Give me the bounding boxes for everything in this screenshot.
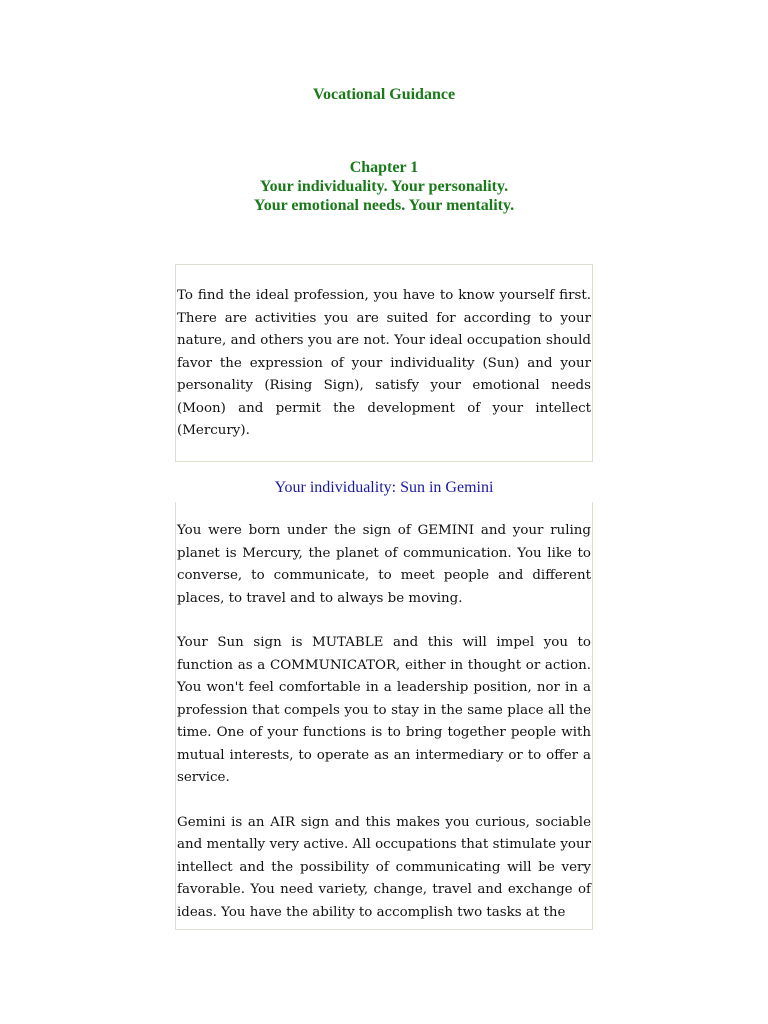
chapter-header: [0, 158, 768, 215]
section-body-box: [175, 502, 593, 930]
section-paragraph-1: You were born under the sign of GEMINI and your ruling planet is Mercury, the planet of communication. You like to converse, to communicate, to meet people and different places, to travel and to always be moving.: [177, 523, 591, 606]
section-paragraph-2: Your Sun sign is MUTABLE and this will impel you to function as a COMMUNICATOR, either in thought or action. You won't feel comfortable in a leadership position, nor in a profession that compels you to stay in the same place all the time. One of your functions is to bring together people with mutual interests, to operate as an intermediary or to offer a service.: [177, 635, 591, 785]
section-paragraph-3: Gemini is an AIR sign and this makes you curious, sociable and mentally very active. All occupations that stimulate your intellect and the possibility of communicating will be very favorable. You need variety, change, travel and exchange of ideas. You have the ability to accomplish two tasks at the: [177, 814, 591, 920]
document-title: Vocational Guidance: [312, 86, 456, 103]
section-heading: Your individuality: Sun in Gemini: [274, 479, 494, 496]
paragraph-gap: [177, 790, 591, 812]
chapter-subtitle-line-2: Your emotional needs. Your mentality.: [253, 197, 515, 214]
chapter-subtitle-line-1: Your individuality. Your personality.: [259, 178, 509, 195]
intro-paragraph: To find the ideal profession, you have to know yourself first. There are activities you are suited for according to your nature, and others you are not. Your ideal occupation should favor the expression of your individuality (Sun) and your personality (Rising Sign), satisfy your emotional needs (Moon) and permit the development of your intellect (Mercury).: [177, 288, 591, 438]
chapter-number: Chapter 1: [349, 159, 419, 176]
intro-box: [175, 264, 593, 462]
paragraph-gap: [177, 610, 591, 632]
